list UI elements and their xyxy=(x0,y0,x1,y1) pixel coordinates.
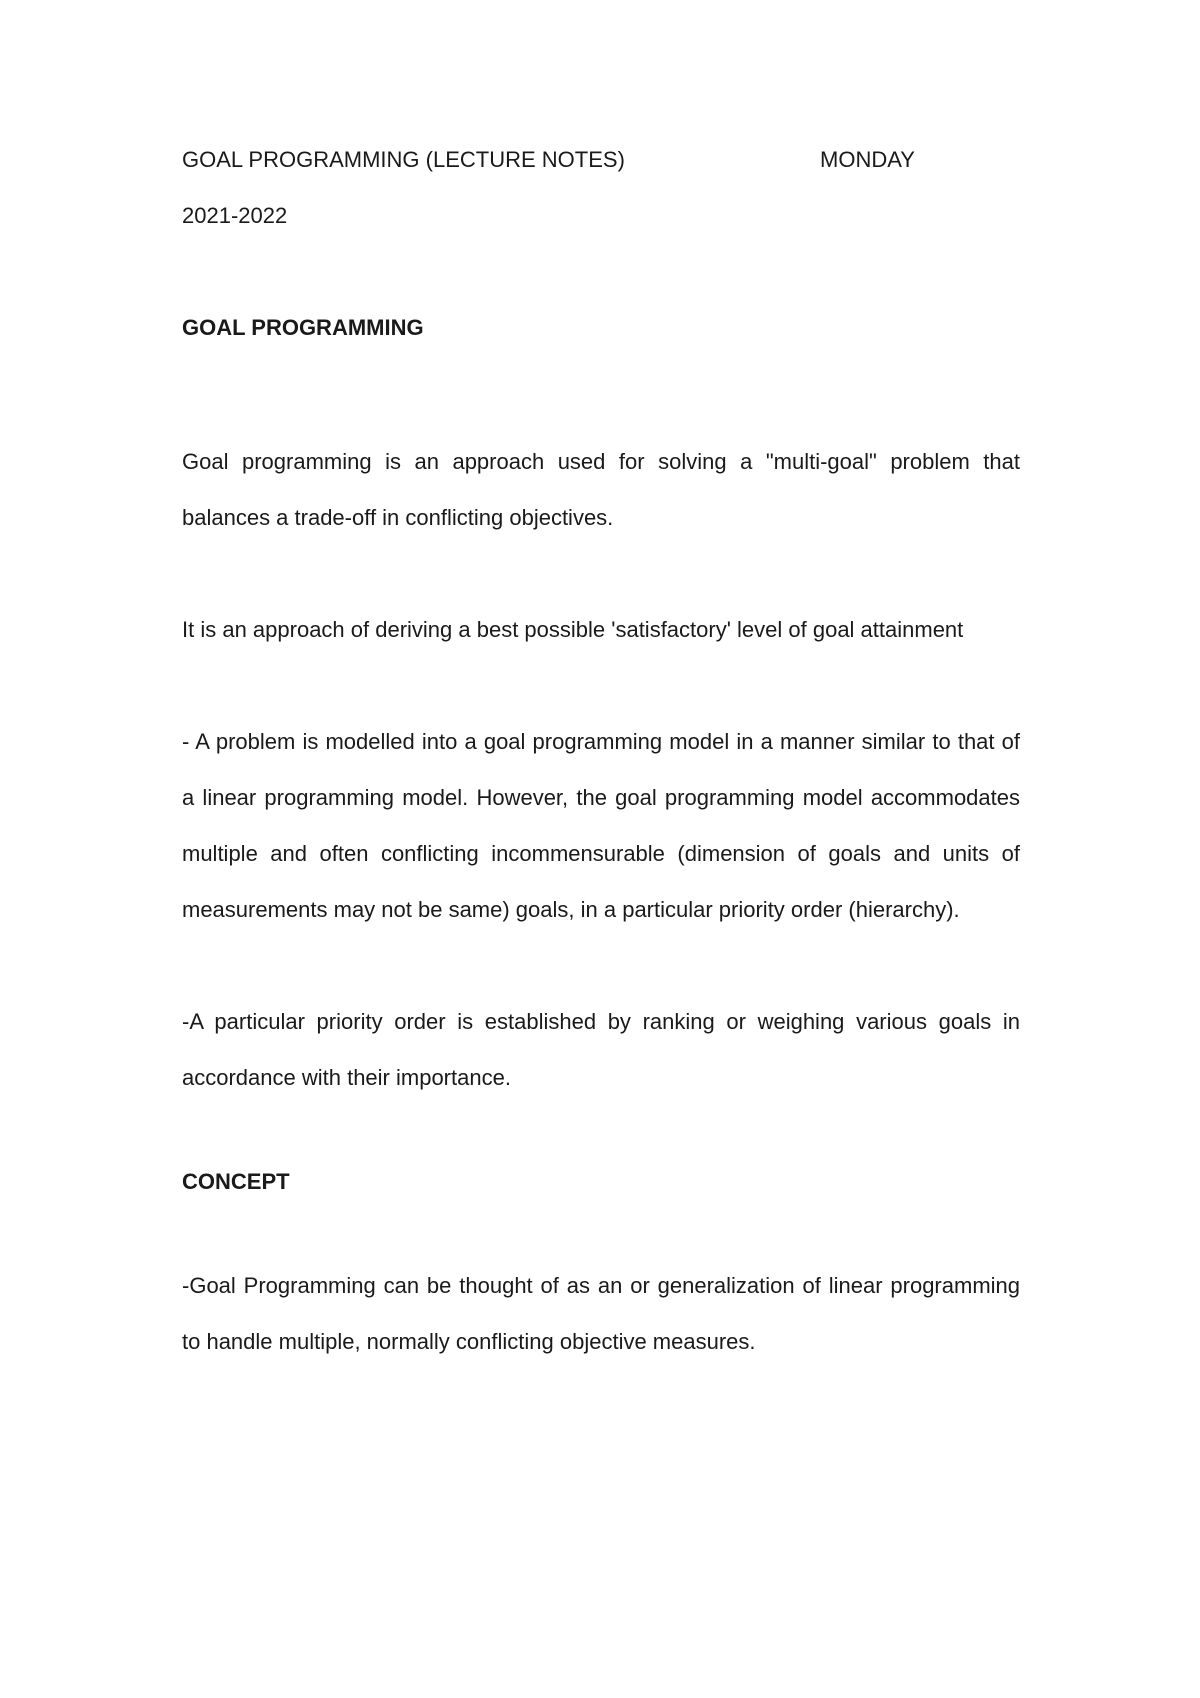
document-day: MONDAY xyxy=(820,147,915,172)
document-content xyxy=(182,140,1020,1370)
paragraph-approach: It is an approach of deriving a best possible 'satisfactory' level of goal attainment xyxy=(182,617,964,642)
paragraph-modelling: - A problem is modelled into a goal programming model in a manner similar to that of a linear programming model. However, the goal programming model accommodates multiple and often conflicting incommensurable (dimension of goals and units of measurements may not be same) goals, in a particular priority order (hierarchy). xyxy=(182,729,1020,922)
section-heading-goal-programming: GOAL PROGRAMMING xyxy=(182,315,424,340)
document-year: 2021-2022 xyxy=(182,203,288,228)
paragraph-priority-order: -A particular priority order is established by ranking or weighing various goals in accordance with their importance. xyxy=(182,1009,1020,1090)
section-heading-concept: CONCEPT xyxy=(182,1169,290,1194)
paragraph-concept: -Goal Programming can be thought of as an or generalization of linear programming to handle multiple, normally conflicting objective measures. xyxy=(182,1273,1020,1354)
document-header xyxy=(182,140,1020,180)
document-title: GOAL PROGRAMMING (LECTURE NOTES) xyxy=(182,147,625,172)
paragraph-definition: Goal programming is an approach used for solving a "multi-goal" problem that balances a trade-off in conflicting objectives. xyxy=(182,449,1020,530)
